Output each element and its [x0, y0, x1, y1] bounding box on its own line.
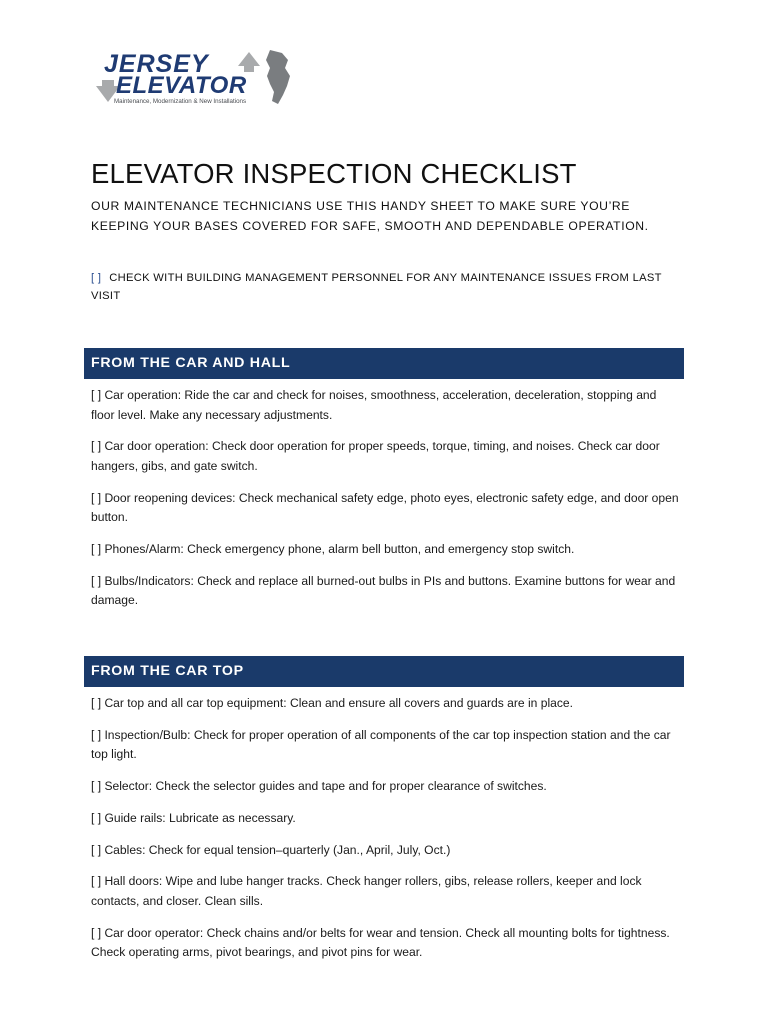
- checklist-item: [ ] Phones/Alarm: Check emergency phone, alarm bell button, and emergency stop switch.: [91, 541, 575, 556]
- checklist-item: [ ] Car operation: Ride the car and check for noises, smoothness, acceleration, deceleration, stopping and floor level. Make any necessary adjustments.: [91, 388, 657, 422]
- checklist-item: [ ] Cables: Check for equal tension–quarterly (Jan., April, July, Oct.): [91, 842, 451, 857]
- logo-line2: ELEVATOR: [116, 72, 247, 99]
- section-header-car-top: FROM THE CAR TOP: [84, 656, 684, 687]
- up-arrow-icon: [238, 52, 260, 72]
- checklist-item: [ ] Bulbs/Indicators: Check and replace all burned-out bulbs in PIs and buttons. Examine buttons for wear and damage.: [91, 573, 676, 608]
- jersey-elevator-logo: [94, 46, 299, 108]
- intro-text: CHECK WITH BUILDING MANAGEMENT PERSONNEL FOR ANY MAINTENANCE ISSUES FROM LAST VISIT: [91, 272, 662, 302]
- new-jersey-map-icon: [266, 50, 290, 104]
- page-title: ELEVATOR INSPECTION CHECKLIST: [91, 158, 577, 189]
- logo-tagline: Maintenance, Modernization & New Installations: [114, 98, 247, 105]
- intro-check-item: [91, 269, 691, 305]
- checklist-item: [ ] Car door operator: Check chains and/or belts for wear and tension. Check all mounting bolts for tightness. Check operating arms, pivot bearings, and pivot pins for wear.: [91, 925, 670, 960]
- checklist-item: [ ] Door reopening devices: Check mechanical safety edge, photo eyes, electronic safety edge, and door open button.: [91, 490, 679, 525]
- section-header-car-and-hall: FROM THE CAR AND HALL: [84, 348, 684, 379]
- checklist-item: [ ] Car door operation: Check door operation for proper speeds, torque, timing, and noises. Check car door hangers, gibs, and gate switch.: [91, 439, 660, 473]
- checkbox-marker: [ ]: [91, 272, 102, 284]
- checklist-item: [ ] Hall doors: Wipe and lube hanger tracks. Check hanger rollers, gibs, release rollers, keeper and lock contacts, and closer. Clean sills.: [91, 874, 642, 908]
- checklist-item: [ ] Car top and all car top equipment: Clean and ensure all covers and guards are in place.: [91, 696, 574, 710]
- checklist-item: [ ] Inspection/Bulb: Check for proper operation of all components of the car top inspection station and the car top light.: [91, 727, 671, 762]
- page-subtitle: OUR MAINTENANCE TECHNICIANS USE THIS HANDY SHEET TO MAKE SURE YOU’RE KEEPING YOUR BASES COVERED FOR SAFE, SMOOTH AND DEPENDABLE OPERATION.: [91, 199, 649, 233]
- checklist-item: [ ] Guide rails: Lubricate as necessary.: [91, 810, 296, 825]
- checklist-car-and-hall: [91, 386, 681, 623]
- company-logo: [94, 46, 299, 108]
- logo-line1: JERSEY: [104, 50, 209, 78]
- checklist-car-top: [91, 694, 681, 975]
- checklist-item: [ ] Selector: Check the selector guides and tape and for proper clearance of switches.: [91, 779, 547, 794]
